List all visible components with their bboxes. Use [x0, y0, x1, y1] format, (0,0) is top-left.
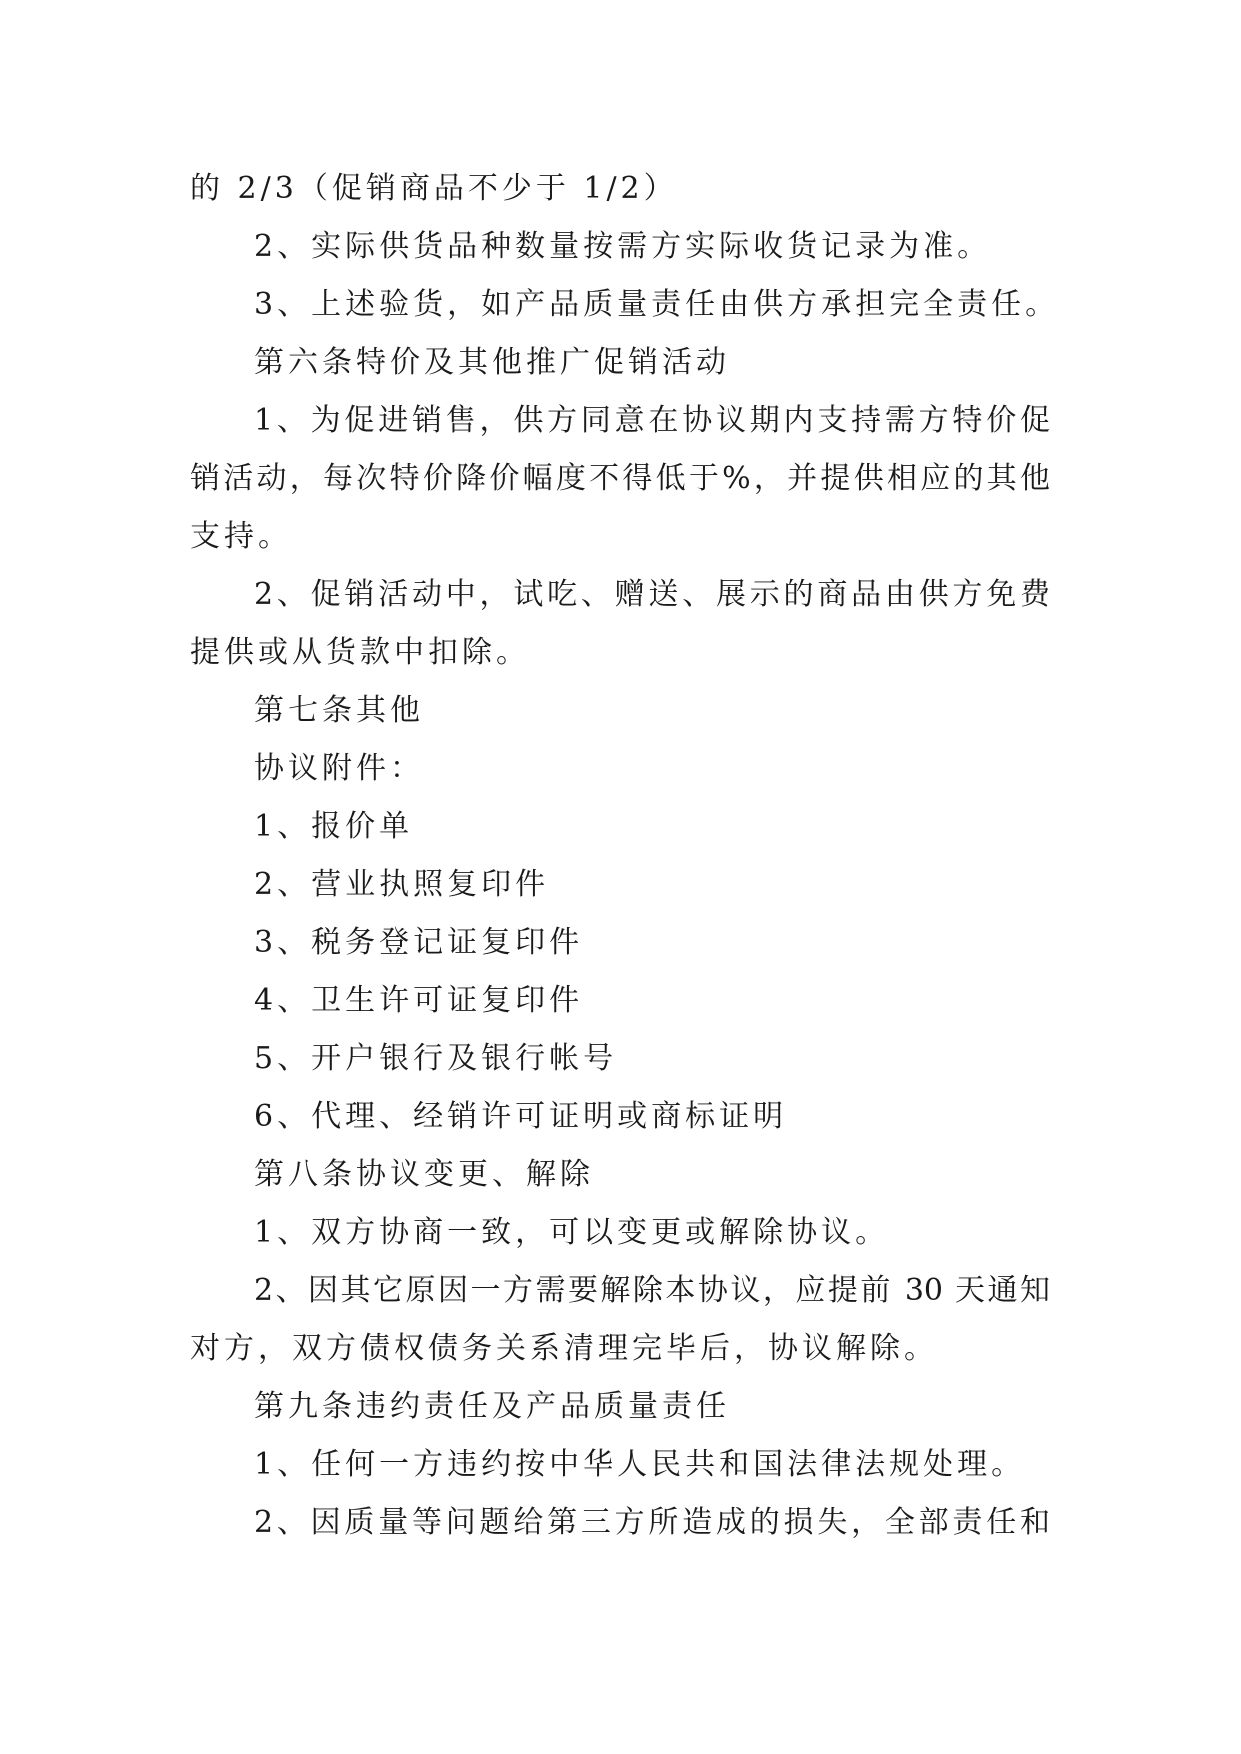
section-heading-9: 第九条违约责任及产品质量责任	[254, 1389, 730, 1424]
text-line-6: 销活动，每次特价降价幅度不得低于%，并提供相应的其他	[190, 461, 1050, 496]
text-line-7: 支持。	[190, 519, 292, 554]
document-page	[190, 160, 1060, 1552]
section-heading-8: 第八条协议变更、解除	[254, 1157, 594, 1192]
text-line-1: 的 2/3（促销商品不少于 1/2）	[190, 171, 678, 206]
text-line-8: 2、促销活动中，试吃、赠送、展示的商品由供方免费	[254, 577, 1050, 612]
text-line-20: 2、因其它原因一方需要解除本协议，应提前 30 天通知	[254, 1273, 1050, 1308]
section-heading-7: 第七条其他	[254, 693, 424, 728]
attachment-item-3: 3、税务登记证复印件	[254, 925, 584, 960]
attachment-item-5: 5、开户银行及银行帐号	[254, 1041, 618, 1076]
attachment-item-6: 6、代理、经销许可证明或商标证明	[254, 1099, 788, 1134]
text-line-3: 3、上述验货，如产品质量责任由供方承担完全责任。	[254, 287, 1060, 322]
text-line-9: 提供或从货款中扣除。	[190, 635, 530, 670]
text-line-24: 2、因质量等问题给第三方所造成的损失，全部责任和	[254, 1505, 1050, 1540]
section-heading-6: 第六条特价及其他推广促销活动	[254, 345, 730, 380]
attachment-item-2: 2、营业执照复印件	[254, 867, 550, 902]
attachment-item-4: 4、卫生许可证复印件	[254, 983, 584, 1018]
attachment-item-1: 1、报价单	[254, 809, 414, 844]
text-line-21: 对方，双方债权债务关系清理完毕后，协议解除。	[190, 1331, 938, 1366]
text-line-5: 1、为促进销售，供方同意在协议期内支持需方特价促	[254, 403, 1050, 438]
text-line-23: 1、任何一方违约按中华人民共和国法律法规处理。	[254, 1447, 1026, 1482]
text-line-19: 1、双方协商一致，可以变更或解除协议。	[254, 1215, 890, 1250]
attachments-label: 协议附件：	[254, 751, 424, 786]
text-line-2: 2、实际供货品种数量按需方实际收货记录为准。	[254, 229, 992, 264]
